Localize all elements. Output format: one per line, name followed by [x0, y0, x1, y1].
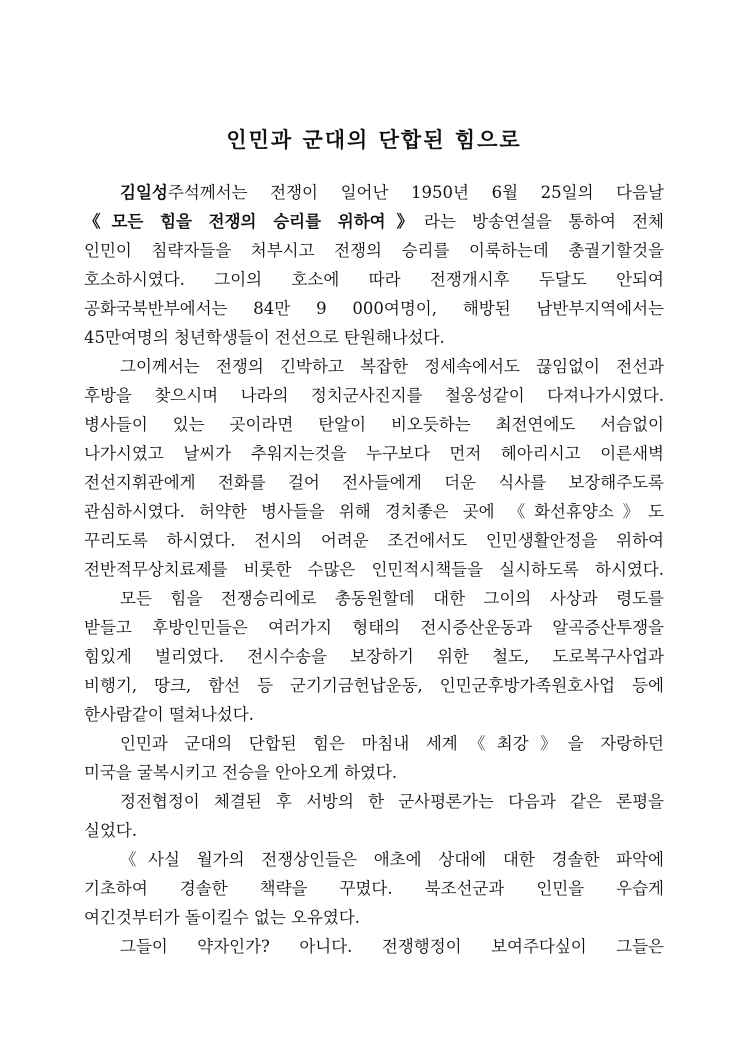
text-line [84, 584, 664, 613]
text-line [84, 932, 664, 961]
document-title: 인민과 군대의 단합된 힘으로 [226, 127, 522, 152]
document-body [84, 178, 664, 961]
text-line [84, 323, 664, 352]
text-line [84, 381, 664, 410]
text-line [84, 700, 664, 729]
text-line [84, 787, 664, 816]
text-segment: 여긴것부터가 돌이킬수 없는 오유였다. [84, 908, 361, 927]
text-segment: 《사실 월가의 전쟁상인들은 애초에 상대에 대한 경솔한 파악에 [120, 850, 664, 869]
text-segment: 관심하시였다. 허약한 병사들을 위해 경치좋은 곳에 《화선휴양소》도 [84, 502, 664, 521]
text-segment: 병사들이 있는 곳이라면 탄알이 비오듯하는 최전연에도 서슴없이 [84, 415, 664, 434]
text-segment: 한사람같이 떨쳐나섰다. [84, 705, 254, 724]
text-line [84, 265, 664, 294]
text-line [84, 758, 664, 787]
text-line [84, 468, 664, 497]
text-segment: 비행기, 땅크, 함선 등 군기기금헌납운동, 인민군후방가족원호사업 등에 [84, 676, 664, 695]
text-line [84, 236, 664, 265]
text-segment: 실었다. [84, 821, 138, 840]
text-segment: 45만여명의 청년학생들이 전선으로 탄원해나섰다. [84, 328, 445, 347]
text-line [84, 874, 664, 903]
text-segment: 나가시였고 날씨가 추워지는것을 누구보다 먼저 헤아리시고 이른새벽 [84, 444, 664, 463]
text-segment: 기초하여 경솔한 책략을 꾸몄다. 북조선군과 인민을 우습게 [84, 879, 664, 898]
text-segment: 미국을 굴복시키고 전승을 안아오게 하였다. [84, 763, 398, 782]
bold-text-segment: 《모든 힘을 전쟁의 승리를 위하여》 [84, 212, 425, 231]
text-line [84, 845, 664, 874]
text-line [84, 497, 664, 526]
text-segment: 후방을 찾으시며 나라의 정치군사진지를 철옹성같이 다져나가시였다. [84, 386, 664, 405]
text-line [84, 642, 664, 671]
text-line [84, 410, 664, 439]
text-line [84, 671, 664, 700]
bold-text-segment: 김일성 [120, 183, 168, 202]
text-segment: 라는 방송연설을 통하여 전체 [424, 212, 664, 231]
text-line [84, 816, 664, 845]
text-line [84, 613, 664, 642]
text-segment: 인민이 침략자들을 처부시고 전쟁의 승리를 이룩하는데 총궐기할것을 [84, 241, 664, 260]
text-line [84, 207, 664, 236]
text-line [84, 729, 664, 758]
text-segment: 전선지휘관에게 전화를 걸어 전사들에게 더운 식사를 보장해주도록 [84, 473, 664, 492]
text-segment: 힘있게 벌리였다. 전시수송을 보장하기 위한 철도, 도로복구사업과 [84, 647, 664, 666]
text-segment: 꾸리도록 하시였다. 전시의 어려운 조건에서도 인민생활안정을 위하여 [84, 531, 664, 550]
text-segment: 호소하시였다. 그이의 호소에 따라 전쟁개시후 두달도 안되여 [84, 270, 664, 289]
text-segment: 공화국북반부에서는 84만 9 000여명이, 해방된 남반부지역에서는 [84, 299, 664, 318]
text-line [84, 555, 664, 584]
text-line [84, 526, 664, 555]
text-segment: 인민과 군대의 단합된 힘은 마침내 세계《최강》을 자랑하던 [120, 734, 664, 753]
text-segment: 그이께서는 전쟁의 긴박하고 복잡한 정세속에서도 끊임없이 전선과 [120, 357, 664, 376]
text-segment: 정전협정이 체결된 후 서방의 한 군사평론가는 다음과 같은 론평을 [120, 792, 664, 811]
text-segment: 주석께서는 전쟁이 일어난 1950년 6월 25일의 다음날 [167, 183, 664, 202]
text-line [84, 439, 664, 468]
text-line [84, 178, 664, 207]
text-segment: 전반적무상치료제를 비롯한 수많은 인민적시책들을 실시하도록 하시였다. [84, 560, 664, 579]
text-line [84, 352, 664, 381]
text-segment: 모든 힘을 전쟁승리에로 총동원할데 대한 그이의 사상과 령도를 [120, 589, 664, 608]
document-page [84, 0, 664, 1055]
text-segment: 그들이 약자인가? 아니다. 전쟁행정이 보여주다싶이 그들은 [120, 937, 664, 956]
text-segment: 받들고 후방인민들은 여러가지 형태의 전시증산운동과 알곡증산투쟁을 [84, 618, 664, 637]
text-line [84, 294, 664, 323]
text-line [84, 903, 664, 932]
